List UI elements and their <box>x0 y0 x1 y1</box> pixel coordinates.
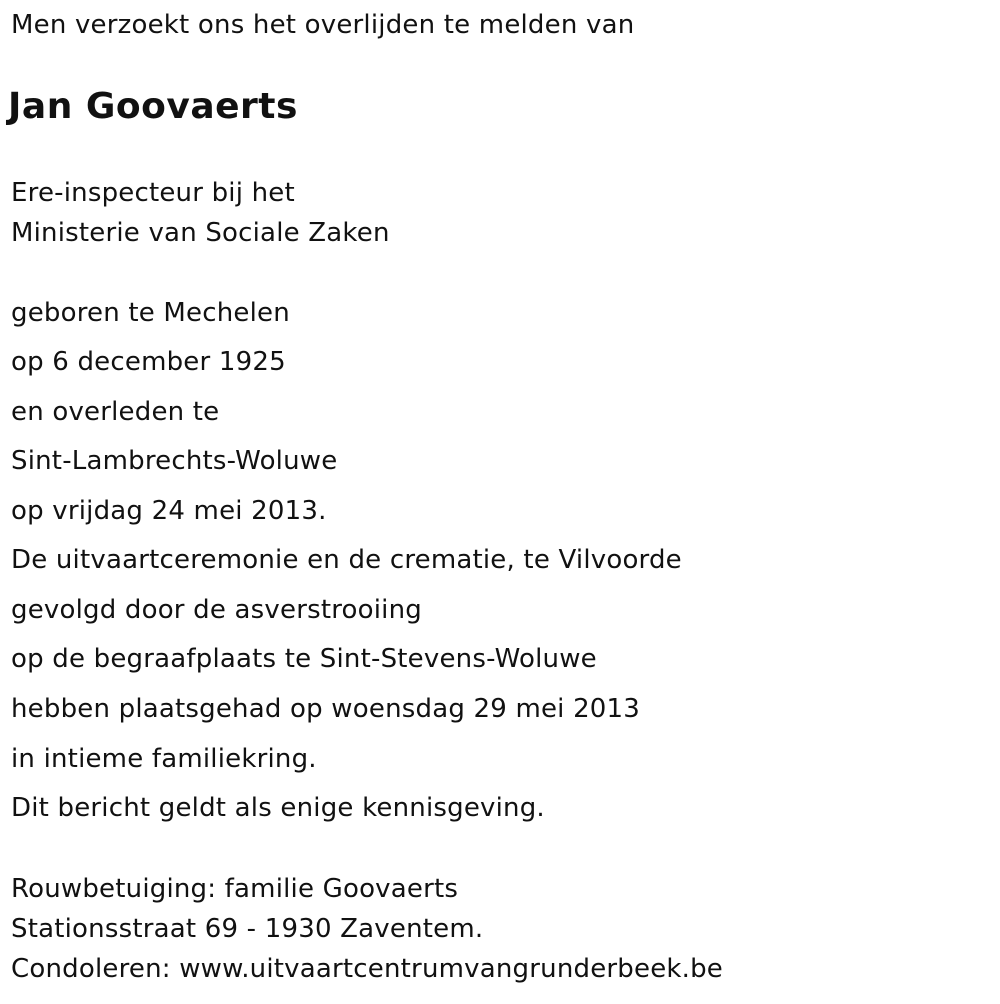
deceased-name: Jan Goovaerts <box>8 86 298 127</box>
body-line-family-circle: in intieme familiekring. <box>11 744 317 774</box>
body-line-notice: Dit bericht geldt als enige kennisgeving. <box>11 793 545 823</box>
contact-website: Condoleren: www.uitvaartcentrumvangrunderbeek.be <box>11 954 724 984</box>
body-line-ceremony: De uitvaartceremonie en de crematie, te Vilvoorde <box>11 545 682 575</box>
body-line-birthplace: geboren te Mechelen <box>11 298 290 328</box>
body-line-cemetery: op de begraafplaats te Sint-Stevens-Woluwe <box>11 644 597 674</box>
body-line-scattering: gevolgd door de asverstrooiing <box>11 595 422 625</box>
body-line-died-at: en overleden te <box>11 397 220 427</box>
body-line-birthdate: op 6 december 1925 <box>11 347 286 377</box>
contact-condolences-family: Rouwbetuiging: familie Goovaerts <box>11 874 459 904</box>
title-line-1: Ere-inspecteur bij het <box>11 178 295 208</box>
body-line-held-on: hebben plaatsgehad op woensdag 29 mei 2013 <box>11 694 641 724</box>
body-line-death-date: op vrijdag 24 mei 2013. <box>11 496 327 526</box>
contact-address: Stationsstraat 69 - 1930 Zaventem. <box>11 914 484 944</box>
announcement-intro: Men verzoekt ons het overlijden te melden van <box>11 10 635 40</box>
title-line-2: Ministerie van Sociale Zaken <box>11 218 390 248</box>
body-line-death-place: Sint-Lambrechts-Woluwe <box>11 446 338 476</box>
